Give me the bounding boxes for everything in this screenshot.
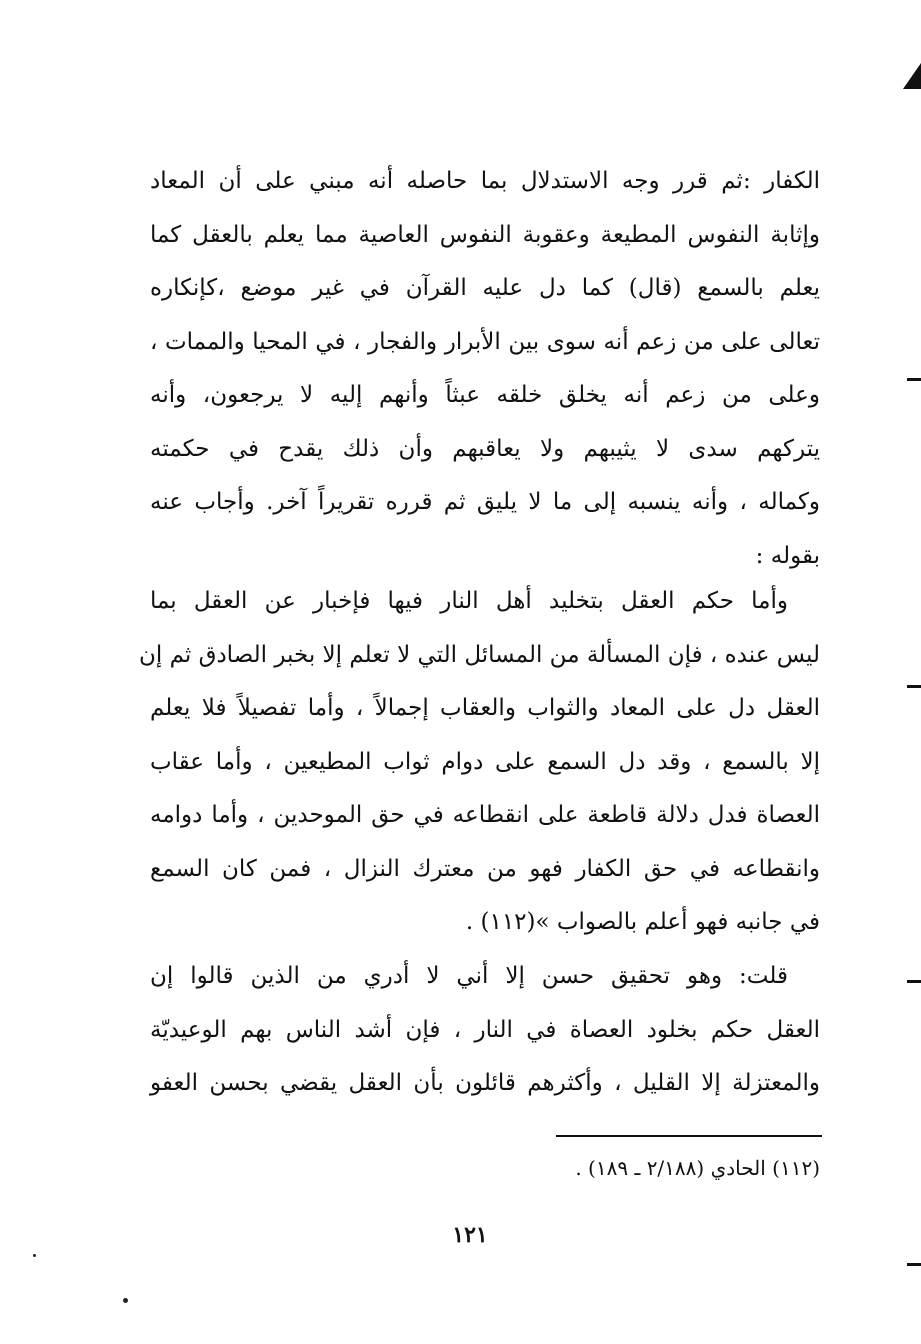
- edge-mark: [907, 1263, 921, 1266]
- text-line: وكماله ، وأنه ينسبه إلى ما لا يليق ثم قرره تقريراً آخر. وأجاب عنه: [150, 489, 820, 515]
- text-line: بقوله :: [755, 542, 820, 569]
- text-line: وإثابة النفوس المطيعة وعقوبة النفوس العاصية مما يعلم بالعقل كما: [150, 221, 820, 248]
- text-line: العقل حكم بخلود العصاة في النار ، فإن أشد الناس بهم الوعيديّة: [150, 1016, 820, 1043]
- text-line: إلا بالسمع ، وقد دل السمع على دوام ثواب المطيعين ، وأما عقاب: [150, 748, 820, 775]
- footnote-divider: [556, 1135, 822, 1137]
- scan-speck: [123, 1298, 128, 1303]
- text-line: العصاة فدل دلالة قاطعة على انقطاعه في حق الموحدين ، وأما دوامه: [150, 802, 820, 828]
- paragraph-2: [138, 575, 820, 950]
- text-line: ليس عنده ، فإن المسألة من المسائل التي لا تعلم إلا بخبر الصادق ثم إن: [138, 641, 820, 668]
- text-line: والمعتزلة إلا القليل ، وأكثرهم قائلون بأن العقل يقضي بحسن العفو: [150, 1070, 820, 1096]
- text-line: وأما حكم العقل بتخليد أهل النار فيها فإخبار عن العقل بما: [150, 588, 788, 614]
- text-line: تعالى على من زعم أنه سوى بين الأبرار والفجار ، في المحيا والممات ،: [150, 328, 820, 355]
- paragraph-1: [150, 155, 820, 583]
- scan-corner-mark: [903, 63, 921, 89]
- paragraph-3: [150, 950, 820, 1111]
- text-line: يتركهم سدى لا يثيبهم ولا يعاقبهم وأن ذلك يقدح في حكمته: [150, 435, 820, 462]
- footnote: (١١٢) الحادي (٢/١٨٨ ـ ١٨٩) .: [575, 1156, 820, 1180]
- text-line: وعلى من زعم أنه يخلق خلقه عبثاً وأنهم إليه لا يرجعون، وأنه: [150, 382, 820, 408]
- text-line: يعلم بالسمع (قال) كما دل عليه القرآن في غير موضع ،كإنكاره: [150, 275, 820, 301]
- edge-mark: [907, 685, 921, 688]
- text-line: قلت: وهو تحقيق حسن إلا أني لا أدري من الذين قالوا إن: [150, 963, 788, 989]
- scan-speck: [33, 1254, 36, 1257]
- page-number: ١٢١: [452, 1222, 488, 1248]
- text-line: العقل دل على المعاد والثواب والعقاب إجمالاً ، وأما تفصيلاً فلا يعلم: [150, 695, 820, 721]
- text-line: الكفار :ثم قرر وجه الاستدلال بما حاصله أنه مبني على أن المعاد: [150, 168, 820, 194]
- text-line: في جانبه فهو أعلم بالصواب »(١١٢) .: [465, 909, 820, 935]
- edge-mark: [907, 980, 921, 983]
- edge-mark: [907, 378, 921, 381]
- text-line: وانقطاعه في حق الكفار فهو من معترك النزال ، فمن كان السمع: [150, 855, 820, 882]
